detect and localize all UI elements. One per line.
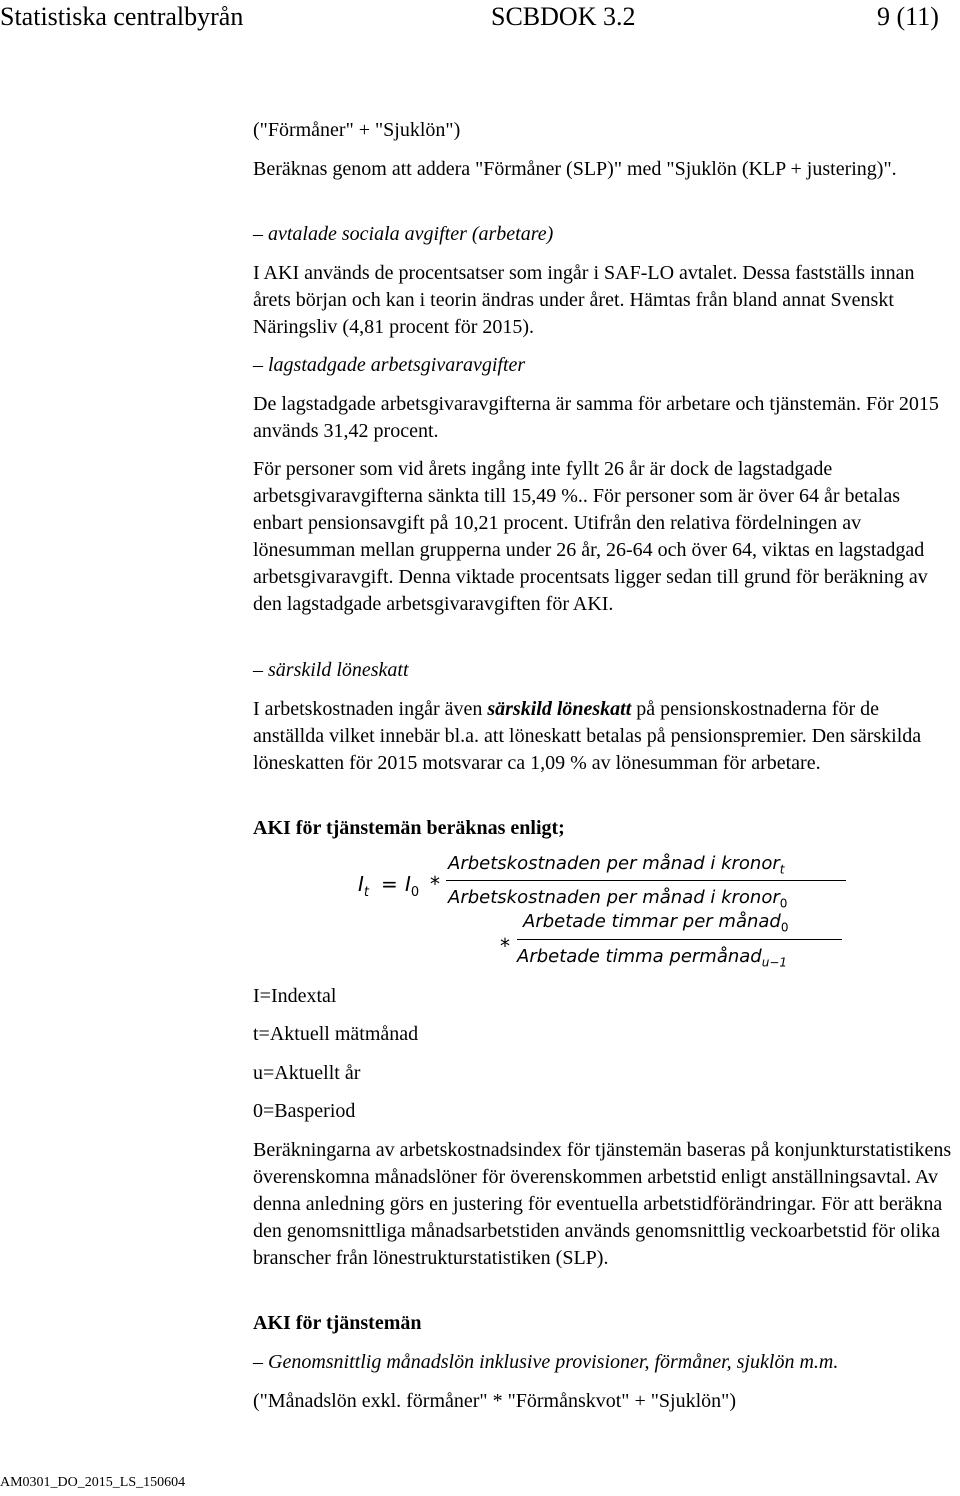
def-indextal: I=Indextal [253, 985, 337, 1007]
formula-equals: = [381, 872, 398, 896]
def-matmanad: t=Aktuell mätmånad [253, 1023, 419, 1045]
header-doc-id: SCBDOK 3.2 [491, 2, 636, 31]
def-basperiod: 0=Basperiod [253, 1100, 356, 1122]
lagstadgade-text-1: De lagstadgade arbetsgivaravgifterna är samma för arbetare och tjänstemän. För 2015 används 31,42 procent. [253, 393, 939, 442]
formula-numerator-1: Arbetskostnaden per månad i kronor$_t$ [448, 853, 785, 877]
sarskild-text-pre: I arbetskostnaden ingår även [253, 698, 488, 720]
formula-i0: $I_0$ [405, 872, 420, 900]
header-org: Statistiska centralbyrån [0, 2, 244, 31]
formaner-formula: ("Förmåner" + "Sjuklön") [253, 119, 461, 141]
avtalade-text: I AKI används de procentsatser som ingår i SAF-LO avtalet. Dessa fastställs innan årets början och kan i teorin ändras under året. Hämtas från bland annat Svenskt Näringsliv (4,81 procent för 2015). [253, 262, 915, 338]
header-page-number: 9 (11) [877, 2, 939, 31]
formula-multiply-1: * [430, 872, 440, 896]
formula-denominator-1: Arbetskostnaden per månad i kronor$_0$ [448, 887, 788, 911]
aki-heading: AKI för tjänstemän beräknas enligt; [253, 817, 565, 839]
berakning-text: Beräkningarna av arbetskostnadsindex för tjänstemän baseras på konjunkturstatistikens överenskomna månadslöner för överenskommen arbetstid enligt anställningsavtal. Av denna anledning görs en justering för eventuella arbetstidförändringar. För att beräkna den genomsnittliga månadsarbetstiden används genomsnittlig veckoarbetstid för olika branscher från lönestrukturstatistiken (SLP). [253, 1139, 952, 1269]
fraction-line-2 [517, 939, 842, 940]
sarskild-text [253, 696, 953, 777]
index-formula [353, 852, 953, 982]
lagstadgade-text-2: För personer som vid årets ingång inte fyllt 26 år är dock de lagstadgade arbetsgivaravgifterna sänkta till 15,49 %.. För personer som är över 64 år betalas enbart pensionsavgift på 10,21 procent. Utifrån den relativa fördelningen av lönesumman mellan grupperna under 26 år, 26-64 och över 64, viktas en lagstadgad arbetsgivaravgift. Denna viktade procentsats ligger sedan till grund för beräkning av den lagstadgade arbetsgivaravgiften för AKI. [253, 458, 928, 615]
formaner-text: Beräknas genom att addera "Förmåner (SLP)" med "Sjuklön (KLP + justering)". [253, 158, 897, 180]
sarskild-heading: – särskild löneskatt [253, 659, 409, 681]
footer-doc-code: AM0301_DO_2015_LS_150604 [0, 1475, 186, 1490]
sarskild-text-post: på pensionskostnaderna för de anställda vilket innebär bl.a. att löneskatt betalas på pensionspremier. Den särskilda löneskatten för 2015 motsvarar ca 1,09 % av lönesumman för arbetare. [253, 698, 922, 774]
aki-tjansteman-heading: AKI för tjänstemän [253, 1312, 422, 1334]
avtalade-heading: – avtalade sociala avgifter (arbetare) [253, 223, 554, 245]
formula-lhs: $I_t$ [358, 872, 370, 900]
formula-denominator-2: Arbetade timma permånad$_{u-1}$ [517, 946, 788, 970]
def-aktuellt-ar: u=Aktuellt år [253, 1062, 361, 1084]
manadslon-formula: ("Månadslön exkl. förmåner" * "Förmånskvot" + "Sjuklön") [253, 1390, 736, 1412]
formula-multiply-2: * [500, 934, 510, 958]
genomsnittlig-heading: – Genomsnittlig månadslön inklusive provisioner, förmåner, sjuklön m.m. [253, 1351, 839, 1373]
sarskild-text-emphasis: särskild löneskatt [487, 698, 632, 720]
formula-numerator-2: Arbetade timmar per månad$_0$ [523, 911, 789, 935]
lagstadgade-heading: – lagstadgade arbetsgivaravgifter [253, 354, 526, 376]
fraction-line-1 [446, 880, 846, 881]
